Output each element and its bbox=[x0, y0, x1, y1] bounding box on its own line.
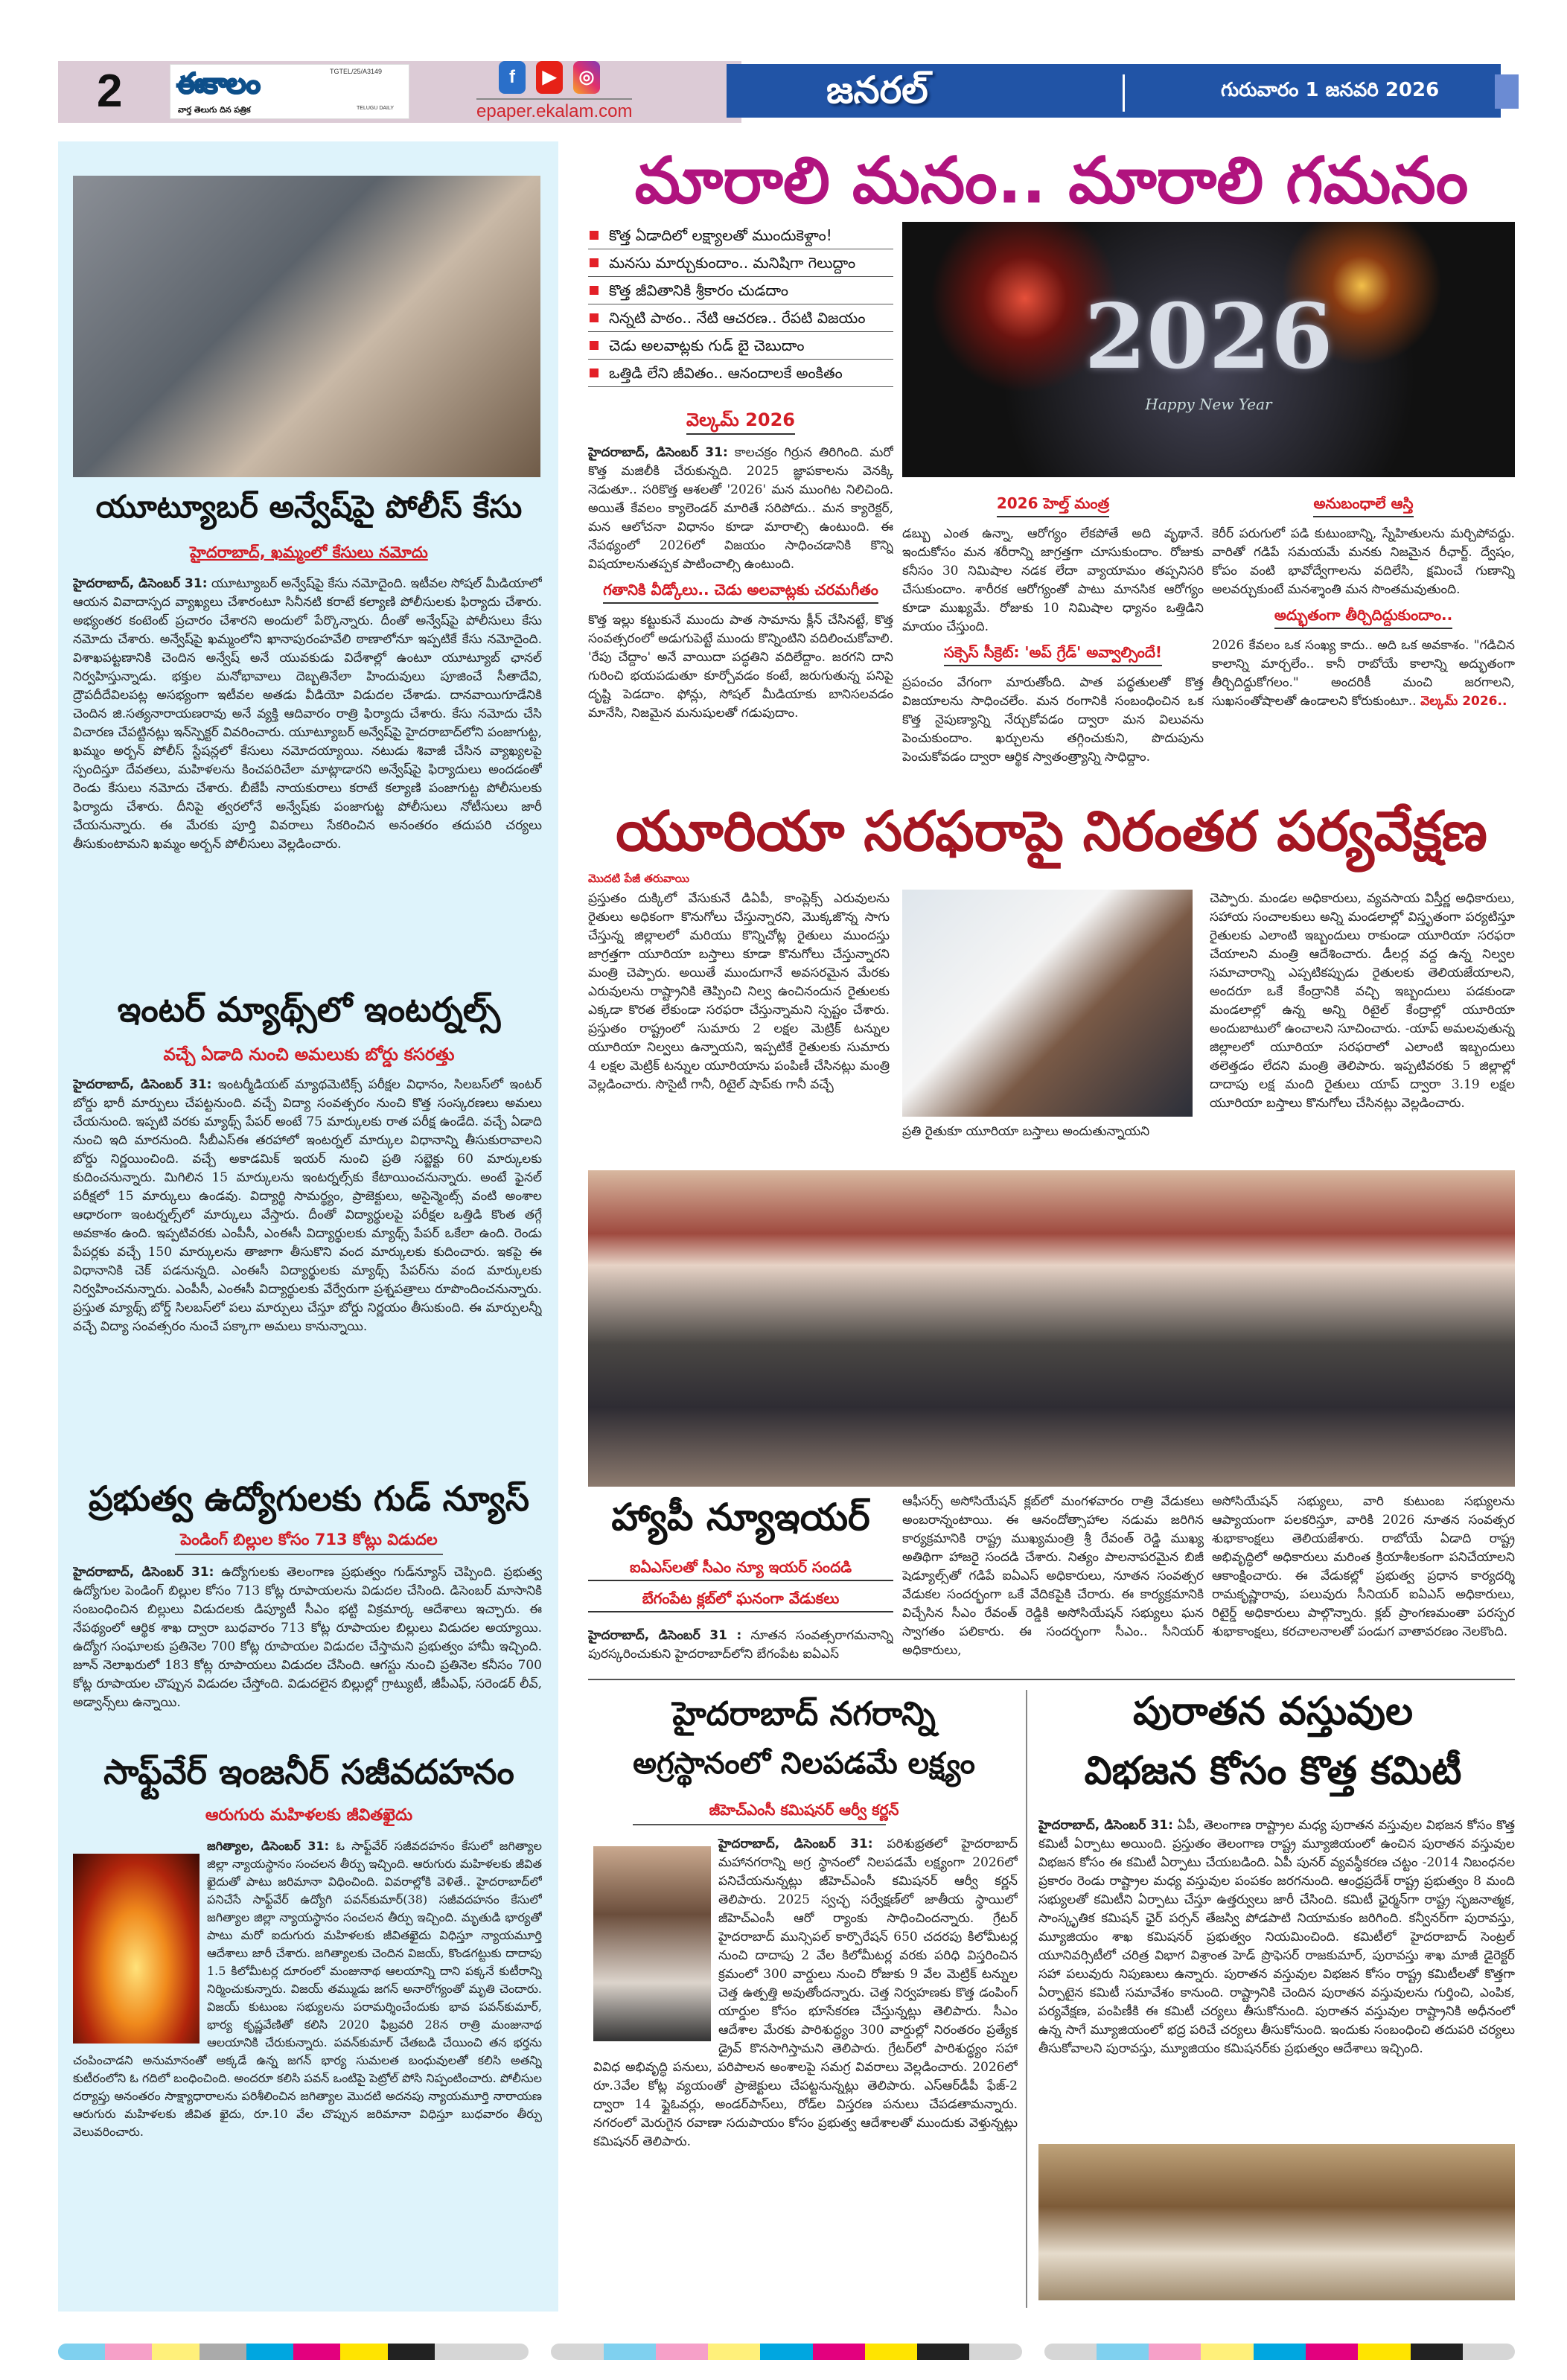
body-text: ఓ సాఫ్ట్‌వేర్ సజీవదహనం కేసులో జగిత్యాల జిల్లా న్యాయస్థానం సంచలన తీర్పు ఇచ్చింది. ఆరుగురు మహిళలకు జీవిత ఖైదుతో పాటు జరిమానా విధించింది. వివరాల్లోకి వెళితే.. హైదరాబాద్‌లో పనిచేసే సాఫ్ట్‌వేర్ ఉద్యోగి పవన్‌కుమార్(38) సజీవదహనం కేసులో జగిత్యాల జిల్లా న్యాయస్థానం సంచలన తీర్పు ఇచ్చింది. మృతుడి భార్యతో పాటు మరో ఐదుగురు మహిళలకు జీవితఖైదు విధిస్తూ న్యాయమూర్తి ఆదేశాలు జారీ చేశారు. జగిత్యాలకు చెందిన విజయ్‌, కొండగట్టుకు దాదాపు 1.5 కిలోమీటర్ల దూరంలో మంజునాథ ఆలయాన్ని దాని పక్కనే కుటీరాన్ని నిర్మించుకున్నారు. విజయ్ తమ్ముడు జగన్ అనారోగ్యంతో మృతి చెందారు. విజయ్ కుటుంబ సభ్యులను పరామర్శించేందుకు భావ పవన్‌కుమార్, భార్య కృష్ణవేణితో కలిసి 2020 ఫిబ్రవరి 28న రాత్రి మంజునాథ ఆలయానికి చేరుకున్నారు. పవన్‌కుమార్ చేతబడి చేయించి తన భర్తను చంపించాడని అనుమానంతో అక్కడే ఉన్న జగన్ భార్య సుమలత బంధువులతో కలిసి అతన్ని కుటీరంలోని ఓ గదిలో బంధించింది. అందరూ కలిసి పవన్ ఒంటిపై పెట్రోల్ పోసి నిప్పంటించారు. పోలీసుల దర్యాప్తు అనంతరం సాక్ష్యాధారాలను పరిశీలించిన జగిత్యాల మొదటి అదనపు న్యాయమూర్తి నారాయణ ఆరుగురు మహిళలకు జీవిత ఖైదు, రూ.10 వేల చొప్పున జరిమానా విధిస్తూ బుధవారం తీర్పు వెలువరించారు. bbox=[73, 1839, 542, 2139]
urea-body-2: చెప్పారు. మండల అధికారులు, వ్యవసాయ విస్తీర్ణ అధికారులు, సహాయ సంచాలకులు అన్ని మండలాల్లో విస్తృతంగా పర్యటిస్తూ రైతులకు ఎలాంటి ఇబ్బందులు రాకుండా యూరియా సరఫరా చేయాలని మంత్రి ఆదేశించారు. డీలర్ల వద్ద ఉన్న నిల్వల సమాచారాన్ని ఎప్పటికప్పుడు రైతులకు తెలియజేయాలని, అందరూ ఒకే కేంద్రానికి వచ్చి ఇబ్బందులు పడకుండా మండలాల్లో ఉన్న అన్ని రిటైల్ కేంద్రాల్లో యూరియా అందుబాటులో ఉంచాలని సూచించారు. -యాప్ అమలవుతున్న జిల్లాలలో యూరియా సరఫరాలో ఎలాంటి ఇబ్బందులు తలెత్తడం లేదని మంత్రి తెలిపారు. ఇప్పటివరకు 5 జిల్లాల్లో దాదాపు లక్ష మంది రైతులు యాప్ ద్వారా 3.19 లక్షల యూరియా బస్తాలు కొనుగోలు చేసినట్లు వెల్లడించారు. bbox=[1210, 891, 1515, 1111]
hny-body-3: అసోసియేషన్ సభ్యులు, వారి కుటుంబ సభ్యులను ఆప్యాయంగా పలకరిస్తూ, వారికి 2026 నూతన సంవత్సర శుభాకాంక్షలు తెలియజేశారు. రాబోయే ఏడాది రాష్ట్ర అభివృద్ధిలో అధికారులు మరింత క్రియాశీలకంగా పనిచేయాలని ఆకాంక్షించారు. ఈ వేడుకల్లో ప్రభుత్వ ప్రధాన కార్యదర్శి రామకృష్ణారావు, పలువురు సీనియర్ ఐఏఎస్ అధికారులు, రిటైర్డ్ అధికారులు పాల్గొన్నారు. క్లబ్ ప్రాంగణమంతా పరస్పర శుభాకాంక్షలు, కరచాలనాలతో పండుగ వాతావరణం నెలకొంది. bbox=[1212, 1494, 1515, 1639]
continued-label: మొదటి పేజీ తరువాయి bbox=[588, 872, 690, 885]
logo-text: ఈకాలం bbox=[176, 67, 259, 100]
antiques-body bbox=[1038, 1816, 1515, 2137]
dateline: హైదరాబాద్, డిసెంబర్ 31: bbox=[73, 576, 208, 591]
hny-body-2: ఆఫీసర్స్ అసోసియేషన్ క్లబ్‌లో మంగళవారం రాత్రి వేడుకలు అంబరాన్నంటాయి. ఈ ఆనందోత్సాహాల నడుమ జరిగిన కార్యక్రమానికి రాష్ట్ర ముఖ్యమంత్రి శ్రీ రేవంత్ రెడ్డి ముఖ్య అతిథిగా హాజరై సందడి చేశారు. నిత్యం పాలనాపరమైన బిజీ షెడ్యూల్స్‌తో గడిపే ఐఏఎస్ అధికారులు, నూతన సంవత్సర వేడుకల సందర్భంగా ఒకే వేదికపైకి చేరారు. ఈ కార్యక్రమానికి విచ్చేసిన సీఎం రేవంత్ రెడ్డికి అసోసియేషన్ సభ్యులు ఘన స్వాగతం పలికారు. ఈ సందర్భంగా సీఎం.. సీనియర్ అధికారులు, bbox=[902, 1494, 1204, 1658]
subhead-inter-maths: వచ్చే ఏడాది నుంచి అమలుకు బోర్డు కసరత్తు bbox=[163, 1045, 455, 1065]
urea-headline: యూరియా సరఫరాపై నిరంతర పర్యవేక్షణ bbox=[616, 800, 1487, 864]
color-bar bbox=[1044, 2344, 1515, 2360]
highlight-item: చెడు అలవాట్లకు గుడ్ బై చెబుదాం bbox=[588, 332, 893, 360]
headline-anvesh: యూట్యూబర్ అన్వేష్‌పై పోలీస్ కేసు bbox=[95, 488, 523, 525]
kicker-text: వెల్కమ్ 2026 bbox=[686, 409, 795, 435]
color-bar bbox=[551, 2344, 1021, 2360]
image-year-text: 2026 bbox=[1084, 284, 1333, 389]
museum-photo bbox=[1038, 2144, 1515, 2300]
urea-body-1: ప్రస్తుతం దుక్కిలో వేసుకునే డిఏపీ, కాంప్లెక్స్ ఎరువులను రైతులు అధికంగా కొనుగోలు చేస్తున్నారని, మొక్కజొన్న సాగు చేస్తున్న జిల్లాలలో మరియు కొన్నిచోట్ల రైతులు ముందస్తు జాగ్రత్తగా యూరియా బస్తాలు కూడా కొనుగోలు చేస్తున్నారని మంత్రి చెప్పారు. అయితే ముందుగానే అవసరమైన మేరకు ఎరువులను రాష్ట్రానికి తెప్పించి నిల్వ ఉంచినందున రైతులకు ఎక్కడా కొరత లేకుండా సరఫరా చేస్తున్నామని స్పష్టం చేశారు. ప్రస్తుతం రాష్ట్రంలో సుమారు 2 లక్షల మెట్రిక్ టన్నుల యూరియా నిల్వలు ఉన్నాయని, ఇప్పటికే రైతులకు సుమారు 4 లక్షల మెట్రిక్ టన్నుల యూరియాను పంపిణీ చేసినట్లు మంత్రి వెల్లడించారు. సొసైటీ గానీ, రిటైల్ షాప్‌కు గానీ వచ్చే bbox=[588, 891, 890, 1092]
highlight-item: నిన్నటి పాఠం.. నేటి ఆచరణ.. రేపటి విజయం bbox=[588, 304, 893, 332]
image-float-spacer bbox=[73, 1837, 207, 2047]
dateline: హైదరాబాద్, డిసెంబర్ 31: bbox=[73, 1565, 214, 1580]
divider bbox=[175, 1554, 443, 1555]
hny-body-1 bbox=[588, 1627, 893, 1665]
dateline: జగిత్యాల, డిసెంబర్ 31: bbox=[207, 1839, 330, 1853]
body-text: పరిశుభ్రతలో హైదరాబాద్ మహానగరాన్ని అగ్ర స్థానంలో నిలపడమే లక్ష్యంగా 2026లో పనిచేయనున్నట్లు జీహెచ్‌ఎంసీ కమిషనర్ ఆర్వీ కర్ణన్ తెలిపారు. 2025 స్వచ్ఛ సర్వేక్షణ్‌లో జాతీయ స్థాయిలో జీహెచ్‌ఎంసీ ఆరో ర్యాంకు సాధించిందన్నారు. గ్రేటర్ హైదరాబాద్ మున్సిపల్ కార్పొరేషన్ 650 చదరపు కిలోమీటర్ల నుంచి దాదాపు 2 వేల కిలోమీటర్ల వరకు పరిధి విస్తరించిన క్రమంలో 300 వార్డులు నుంచి రోజుకు 9 వేల మెట్రిక్ టన్నుల చెత్త ఉత్పత్తి అవుతోందన్నారు. చెత్త నిర్వహణకు కొత్త డంపింగ్ యార్డుల కోసం భూసేకరణ చేస్తున్నట్లు తెలిపారు. సీఎం ఆదేశాల మేరకు పారిశుద్ధ్యం 300 వార్డుల్లో నిరంతరం ప్రత్యేక డ్రైవ్ కొనసాగిస్తామని తెలిపారు. గ్రేటర్‌లో పారిశుద్ధ్యం సహా వివిధ అభివృద్ధి పనులు, పరిపాలన అంశాలపై సమగ్ర వివరాలు వెల్లడించారు. 2026లో రూ.3వేల కోట్ల వ్యయంతో ప్రాజెక్టులు చేపట్టనున్నట్లు తెలిపారు. ఎస్‌ఆర్‌డీపీ ఫేజ్-2 ద్వారా 14 ఫ్లైఓవర్లు, అండర్‌పాస్‌లు, రోడ్‌ల విస్తరణ పనులు చేపడతామన్నారు. నగరంలో మెరుగైన రవాణా సదుపాయం కోసం ప్రభుత్వ ఆదేశాలతో ముందుకు వెళ్తున్నట్లు కమిషనర్ తెలిపారు. bbox=[593, 1837, 1018, 2149]
signoff: వెల్కమ్ 2026.. bbox=[1420, 694, 1507, 709]
page-number: 2 bbox=[97, 66, 123, 117]
hny-subhead-1: ఐఏఎస్‌లతో సీఎం న్యూ ఇయర్ సందడి bbox=[588, 1557, 893, 1581]
image-float-spacer bbox=[593, 1835, 718, 2047]
main-col-2 bbox=[902, 488, 1204, 785]
dateline: హైదరాబాద్, డిసెంబర్ 31: bbox=[718, 1837, 873, 1851]
section-head: 2026 హెల్త్ మంత్ర bbox=[997, 494, 1109, 517]
body-text: యూట్యూబర్ అన్వేష్‌పై కేసు నమోదైంది. ఇటీవల సోషల్ మీడియాలో ఆయన వివాదాస్పద వ్యాఖ్యలు చేశారంటూ సినీనటి కరాటే కల్యాణి పోలీసులకు ఫిర్యాదు చేశారు. అభ్యంతర కంటెంట్ ప్రచారం చేశారని అందులో పేర్కొన్నారు. దీంతో అన్వేష్‌పై పోలీసులు కేసు నమోదు చేశారు. అన్వేష్‌పై ఖమ్మంలోని ఖానాపురంహవేలి ఠాణాలోనూ ఇప్పటికే కేసు నమోదైంది. విశాఖపట్టణానికి చెందిన అన్వేష్ అనే యువకుడు విదేశాల్లో ఉంటూ యూట్యూబ్ ఛానల్ నిర్వహిస్తున్నాడు. భక్తుల మనోభావాలు దెబ్బతినేలా హిందువులు పూజించే సీతాదేవి, ద్రౌపదీదేవిలపట్ల అసభ్యంగా ఇటీవల అతడు వీడియో విడుదల చేశాడు. దానవాయిగూడేనికి చెందిన జి.సత్యనారాయణరావు అనే వ్యక్తి ఆదివారం రాత్రి ఫిర్యాదు చేశారు. కేసు నమోదు చేసి విచారణ చేపట్టినట్లు ఇన్‌స్పెక్టర్ వివరించారు. యూట్యూబర్ అన్వేష్‌పై హైదరాబాద్‌లోని పంజాగుట్ట, ఖమ్మం అర్బన్ పోలీస్ స్టేషన్లలో కేసులు నమోదయ్యాయి. నటుడు శివాజీ చేసిన వ్యాఖ్యలపై స్పందిస్తూ దేవతలు, మహిళలను కించపరిచేలా మాట్లాడారని అన్వేష్‌పై ఫిర్యాదులు అందడంతో రెండు కేసులు నమోదు చేశారు. బీజేపీ నాయకురాలు కరాటే కల్యాణి పంజాగుట్ట పోలీసులకు ఫిర్యాదు చేశారు. దీనిపై త్వరలోనే అన్వేష్‌కు పంజాగుట్ట పోలీసులు నోటీసులు జారీ చేయనున్నారు. ఈ మేరకు పూర్తి వివరాలు సేకరించిన అనంతరం తదుపరి చర్యలు తీసుకుంటామని ఖమ్మం అర్బన్ పోలీసులు వెల్లడించారు. bbox=[73, 576, 542, 852]
main-headline: మారాలి మనం.. మారాలి గమనం bbox=[634, 144, 1469, 218]
kicker-welcome bbox=[588, 406, 893, 442]
instagram-icon[interactable]: ◎ bbox=[573, 61, 600, 94]
highlight-item: కొత్త జీవితానికి శ్రీకారం చుడదాం bbox=[588, 277, 893, 304]
urea-photo-caption: ప్రతి రైతుకూ యూరియా బస్తాలు అందుతున్నాయని bbox=[902, 1124, 1150, 1139]
hyd-headline-line-2: అగ్రస్థానంలో నిలపడమే లక్ష్యం bbox=[633, 1746, 975, 1781]
logo-tagline: వార్త తెలుగు దిన పత్రిక bbox=[178, 105, 251, 115]
body-text: ఏపీ, తెలంగాణ రాష్ట్రాల మధ్య పురాతన వస్తువుల విభజన కోసం కొత్త కమిటీ ఏర్పాటు అయింది. ప్రస్తుతం తెలంగాణ రాష్ట్ర మ్యూజియంలో ఉంచిన పురాతన వస్తువుల విభజన కోసం ఈ కమిటీ ఏర్పాటు చేయబడింది. ఏపీ పునర్ వ్యవస్థీకరణ చట్టం -2014 నిబంధనల ప్రకారం రెండు రాష్ట్రాల మధ్య వస్తువుల పంపకం జరగనుంది. ఆంధ్రప్రదేశ్ రాష్ట్ర ప్రభుత్వం 8 మంది సభ్యులతో కమిటీని ఏర్పాటు చేస్తూ ఉత్తర్వులు జారీ చేసింది. కమిటీ ఛైర్మన్‌గా రాష్ట్ర సృజనాత్మక, సాంస్కృతిక కమిషన్ ఛైర్ పర్సన్ తేజస్వి పోడపాటి నియామకం జరిగింది. కన్వీనర్‌గా పురావస్తు, మ్యూజియం శాఖ కమిషనర్ ప్రభుత్వం నియమించింది. కమిటీలో హైదరాబాద్ సెంట్రల్ యూనివర్సిటీలో చరిత్ర విభాగ విశ్రాంత హెడ్ ప్రొఫెసర్ రాజకుమార్, పురావస్తు శాఖ మాజీ డైరెక్టర్ సహా పలువురు నిపుణులు ఉన్నారు. పురాతన వస్తువుల విభజన కోసం రాష్ట్ర కమిటీలతో కొత్తగా ఏర్పాటైన కమిటీ సమావేశం కానుంది. రాష్ట్రానికి చెందిన పురాతన వస్తువులను గుర్తించి, ఎంపిక, పర్యవేక్షణ, పంపిణీకి ఈ కమిటీ చర్యలు తీసుకోనుంది. పురాతన వస్తువుల రాష్ట్రానికి అధీనంలో ఉన్న సాగే మ్యూజియంలో భద్ర పరిచే చర్యలు తీసుకోనుంది. ఇందుకు సంబంధించి తదుపరి చర్యలు తీసుకోవాలని పురావస్తు, మ్యూజియం కమిషనర్‌కు ప్రభుత్వం ఆదేశాలు ఇచ్చింది. bbox=[1038, 1818, 1515, 2056]
color-bar bbox=[58, 2344, 529, 2360]
hyd-subhead: జీహెచ్‌ఎంసీ కమిషనర్ ఆర్వీ కర్ణన్ bbox=[709, 1801, 899, 1819]
hny-headline: హ్యాపీ న్యూఇయర్ bbox=[611, 1496, 870, 1539]
new-year-celebration-photo bbox=[588, 1170, 1515, 1487]
body-text: ఉద్యోగులకు తెలంగాణ ప్రభుత్వం గుడ్‌న్యూస్ చెప్పింది. ప్రభుత్వ ఉద్యోగుల పెండింగ్ బిల్లుల కోసం 713 కోట్ల రూపాయలను విడుదల చేసింది. డిసెంబర్ మాసానికి సంబంధించిన బిల్లులు విడుదలకు డిప్యూటీ సీఎం భట్టి విక్రమార్క ఆదేశాలు ఇచ్చారు. ఈ నేపథ్యంలో ఆర్థిక శాఖ ద్వారా బుధవారం 713 కోట్ల రూపాయల బిల్లులు విడుదల అయ్యాయి. ఉద్యోగ సంఘాలకు ప్రతినెల 700 కోట్ల రూపాయల విడుదల చేస్తామని ప్రభుత్వం హామీ ఇచ్చింది. జూన్ నెలాఖరులో 183 కోట్ల రూపాయలు విడుదల చేసింది. ఆగస్టు నుంచి ప్రతినెల కనీసం 700 కోట్ల రూపాయల చొప్పున విడుదల చేస్తోంది. విడుదలైన బిల్లుల్లో గ్రాట్యుటీ, జీపీఎఫ్, సరెండర్ లీవ్, అడ్వాన్స్‌లు ఉన్నాయి. bbox=[73, 1565, 542, 1710]
antiques-headline-line-1: పురాతన వస్తువుల bbox=[1133, 1689, 1413, 1734]
headline-govt-employees: ప్రభుత్వ ఉద్యోగులకు గుడ్ న్యూస్ bbox=[88, 1478, 530, 1519]
dateline: హైదరాబాద్, డిసెంబర్ 31: bbox=[73, 1077, 212, 1092]
divider bbox=[588, 1679, 1515, 1680]
article-body-govt-employees bbox=[73, 1563, 542, 1746]
facebook-icon[interactable]: f bbox=[499, 61, 526, 94]
fireworks-image bbox=[902, 222, 1515, 477]
logo-registration: TGTEL/25/A3149 bbox=[330, 68, 383, 75]
divider bbox=[1123, 74, 1125, 112]
print-registration-bars bbox=[58, 2344, 1515, 2360]
highlight-item: కొత్త ఏడాదిలో లక్ష్యాలతో ముందుకెళ్దాం! bbox=[588, 222, 893, 249]
issue-date: గురువారం 1 జనవరి 2026 bbox=[1221, 79, 1440, 101]
article-body-software-engineer bbox=[73, 1837, 542, 2299]
divider bbox=[633, 1824, 886, 1825]
subhead-govt-employees: పెండింగ్ బిల్లుల కోసం 713 కోట్లు విడుదల bbox=[180, 1531, 438, 1548]
anvesh-story-photo bbox=[73, 176, 540, 477]
body-text: ఇంటర్మీడియట్ మ్యాథమెటిక్స్ పరీక్షల విధానం, సిలబస్‌లో ఇంటర్ బోర్డు భారీ మార్పులు చేపట్టనుంది. వచ్చే విద్యా సంవత్సరం నుంచి కొత్త సంస్కరణలు అమలు చేయనుంది. ఇప్పటి వరకు మ్యాథ్స్ పేపర్ అంటే 75 మార్కులకు రాత పరీక్ష ఉండేది. వచ్చే ఏడాది నుంచి ఇది మారనుంది. సీబీఎస్‌ఈ తరహాలో ఇంటర్నల్ మార్కుల విధానాన్ని తీసుకురావాలని బోర్డు నిర్ణయించింది. వచ్చే అకాడమిక్ ఇయర్ నుంచి ప్రతి సబ్జెక్టు 60 మార్కులకు కుదించనున్నారు. మిగిలిన 15 మార్కులను ఇంటర్నల్స్‌కు కేటాయించనున్నారు. అంటే ఫైనల్ పరీక్షలో 15 మార్కులు ఉండవు. విద్యార్థి సామర్థ్యం, ప్రాజెక్టులు, అసైన్మెంట్స్ వంటి అంశాల ఆధారంగా ఇంటర్నల్స్‌లో మార్కులు వేస్తారు. దీంతో విద్యార్థులపై పరీక్షల ఒత్తిడి కొంత తగ్గే అవకాశం ఉంది. ఇప్పటివరకు ఎంపీసీ, ఎంఈసీ విద్యార్థులకు మ్యాథ్స్ పేపర్ ఒకేలా ఉంది. రెండు పేపర్లకు వచ్చే 150 మార్కులను తాజాగా తీసుకొని వంద మార్కులకు కుదించారు. ఇకపై ఈ విధానానికి చెక్ పడనున్నది. ఎంఈసీ విద్యార్థులకు మ్యాథ్స్ పేపర్‌ను వంద మార్కులకు నిర్వహించనున్నారు. ఎంపీసీ, ఎంఈసీ విద్యార్థులకు వేర్వేరుగా ప్రశ్నపత్రాలు రూపొందించనున్నారు. ప్రస్తుత మ్యాథ్స్ బోర్డ్ సిలబస్‌లో పలు మార్పులు చేస్తూ బోర్డు నిర్ణయం తీసుకుంది. ఈ మార్పులన్నీ వచ్చే విద్యా సంవత్సరం నుంచే పక్కాగా అమలు కానున్నాయి. bbox=[73, 1077, 542, 1334]
youtube-icon[interactable]: ▶ bbox=[536, 61, 563, 94]
body-text: 2026 కేవలం ఒక సంఖ్య కాదు.. అది ఒక అవకాశం. "గడిచిన కాలాన్ని మార్చలేం.. కానీ రాబోయే కాలాన్ని అద్భుతంగా తీర్చిదిద్దుకోగలం." అందరికీ మంచి జరగాలని, సుఖసంతోషాలతో ఉండాలని కోరుకుంటూ.. bbox=[1212, 638, 1515, 709]
image-greeting-text: Happy New Year bbox=[1145, 395, 1272, 413]
subhead-software-engineer: ఆరుగురు మహిళలకు జీవితఖైదు bbox=[205, 1806, 413, 1825]
subhead-anvesh: హైదరాబాద్, ఖమ్మంలో కేసులు నమోదు bbox=[190, 543, 428, 561]
logo-daily: TELUGU DAILY bbox=[357, 106, 395, 111]
dateline: హైదరాబాద్, డిసెంబర్ 31: bbox=[1038, 1818, 1173, 1833]
social-links bbox=[499, 61, 600, 94]
highlights-list bbox=[588, 222, 893, 387]
headline-software-engineer: సాఫ్ట్‌వేర్ ఇంజనీర్ సజీవదహనం bbox=[103, 1752, 514, 1792]
highlight-item: ఒత్తిడి లేని జీవితం.. ఆనందాలకే అంకితం bbox=[588, 360, 893, 387]
article-body-inter-maths bbox=[73, 1076, 542, 1467]
article-body-anvesh bbox=[73, 575, 542, 977]
main-col-1 bbox=[588, 444, 893, 786]
section-title: జనరల్ bbox=[826, 68, 928, 112]
minister-photo bbox=[902, 890, 1193, 1117]
hyd-headline-line-1: హైదరాబాద్ నగరాన్ని bbox=[672, 1695, 936, 1733]
header-tab bbox=[1495, 74, 1519, 109]
hyd-body bbox=[593, 1835, 1018, 2304]
antiques-headline-line-2: విభజన కోసం కొత్త కమిటీ bbox=[1084, 1749, 1462, 1793]
section-head: గతానికి వీడ్కోలు.. చెడు అలవాట్లకు చరమగీతం bbox=[603, 580, 878, 604]
column-divider bbox=[1026, 1690, 1027, 2308]
body-text: కొత్త ఇల్లు కట్టుకునే ముందు పాత సామాను క్లీన్ చేసినట్టే, కొత్త సంవత్సరంలో అడుగుపెట్టే ముందు కొన్నింటిని వదిలించుకోవాలి. 'రేపు చేద్దాం' అనే వాయిదా పద్ధతిని వదిలేద్దాం. జరగని దాని గురించి భయపడుతూ కూర్చోవడం కంటే, జరుగుతున్న పనిపై దృష్టి పెడదాం. ఫోన్లు, సోషల్ మీడియాకు బానిసలవడం మానేసి, నిజమైన మనుషులతో గడుపుదాం. bbox=[588, 613, 893, 721]
body-text: ప్రపంచం వేగంగా మారుతోంది. పాత పద్ధతులతో కొత్త విజయాలను సాధించలేం. మన రంగానికి సంబంధించిన ఒక కొత్త నైపుణ్యాన్ని నేర్చుకోవడం ద్వారా మన విలువను పెంచుకుందాం. ఖర్చులను తగ్గించుకుని, పొదుపును పెంచుకోవడం ద్వారా ఆర్థిక స్వాతంత్ర్యాన్ని సాధిద్దాం. bbox=[902, 675, 1204, 765]
highlight-item: మనసు మార్చుకుందాం.. మనిషిగా గెలుద్దాం bbox=[588, 249, 893, 277]
body-text: డబ్బు ఎంత ఉన్నా, ఆరోగ్యం లేకపోతే అది వృథానే. ఇందుకోసం మన శరీరాన్ని జాగ్రత్తగా చూసుకుందాం. రోజుకు కనీసం 30 నిమిషాల నడక లేదా వ్యాయామం తప్పనిసరి చేసుకుందాం. శారీరక ఆరోగ్యంతో పాటు మానసిక ఆరోగ్యం కూడా ముఖ్యమే. రోజుకు 10 నిమిషాల ధ్యానం ఒత్తిడిని మాయం చేస్తుంది. bbox=[902, 526, 1204, 634]
main-col-3 bbox=[1212, 488, 1515, 785]
epaper-link[interactable]: epaper.ekalam.com bbox=[476, 98, 632, 122]
dateline: హైదరాబాద్, డిసెంబర్ 31 : bbox=[588, 1628, 742, 1643]
section-head: సక్సెస్ సీక్రెట్: 'అప్ గ్రేడ్' అవ్వాల్సిందే! bbox=[944, 642, 1162, 666]
newspaper-logo[interactable] bbox=[170, 64, 409, 119]
headline-inter-maths: ఇంటర్ మ్యాథ్స్‌లో ఇంటర్నల్స్ bbox=[117, 989, 501, 1030]
section-head: అద్భుతంగా తీర్చిదిద్దుకుందాం.. bbox=[1274, 605, 1452, 629]
body-text: కెరీర్ పరుగులో పడి కుటుంబాన్ని, స్నేహితులను మర్చిపోవద్దు. వారితో గడిపే సమయమే మనకు నిజమైన రీఛార్జ్. ద్వేషం, కోపం వంటి భావోద్వేగాలను వదిలేసి, క్షమించే గుణాన్ని అలవర్చుకుంటే మనశ్శాంతి మన సొంతమవుతుంది. bbox=[1212, 526, 1515, 597]
body-text: నూతన సంవత్సరాగమనాన్ని పురస్కరించుకుని హైదరాబాద్‌లోని బేగంపేట ఐఏఎస్ bbox=[588, 1628, 893, 1662]
section-head: అనుబంధాలే ఆస్తి bbox=[1313, 494, 1413, 517]
hny-subhead-2: బేగంపేట క్లబ్‌లో ఘనంగా వేడుకలు bbox=[588, 1589, 893, 1612]
body-text: కాలచక్రం గిర్రున తిరిగింది. మరో కొత్త మజిలీకి చేరుకున్నది. 2025 జ్ఞాపకాలను వెనక్కి నెడుతూ.. సరికొత్త ఆశలతో '2026' మన ముంగిట నిలిచింది. అయితే కేవలం క్యాలెండర్ మారితే సరిపోదు.. మన క్యారెక్టర్, మన ఆలోచనా విధానం కూడా మారాల్సి ఉంటుంది. ఈ నేపథ్యంలో 2026లో విజయం సాధించడానికి కొన్ని విషయాలనుతప్పక పాటించాల్సి ఉంటుంది. bbox=[588, 445, 893, 572]
dateline: హైదరాబాద్, డిసెంబర్ 31: bbox=[588, 445, 728, 460]
